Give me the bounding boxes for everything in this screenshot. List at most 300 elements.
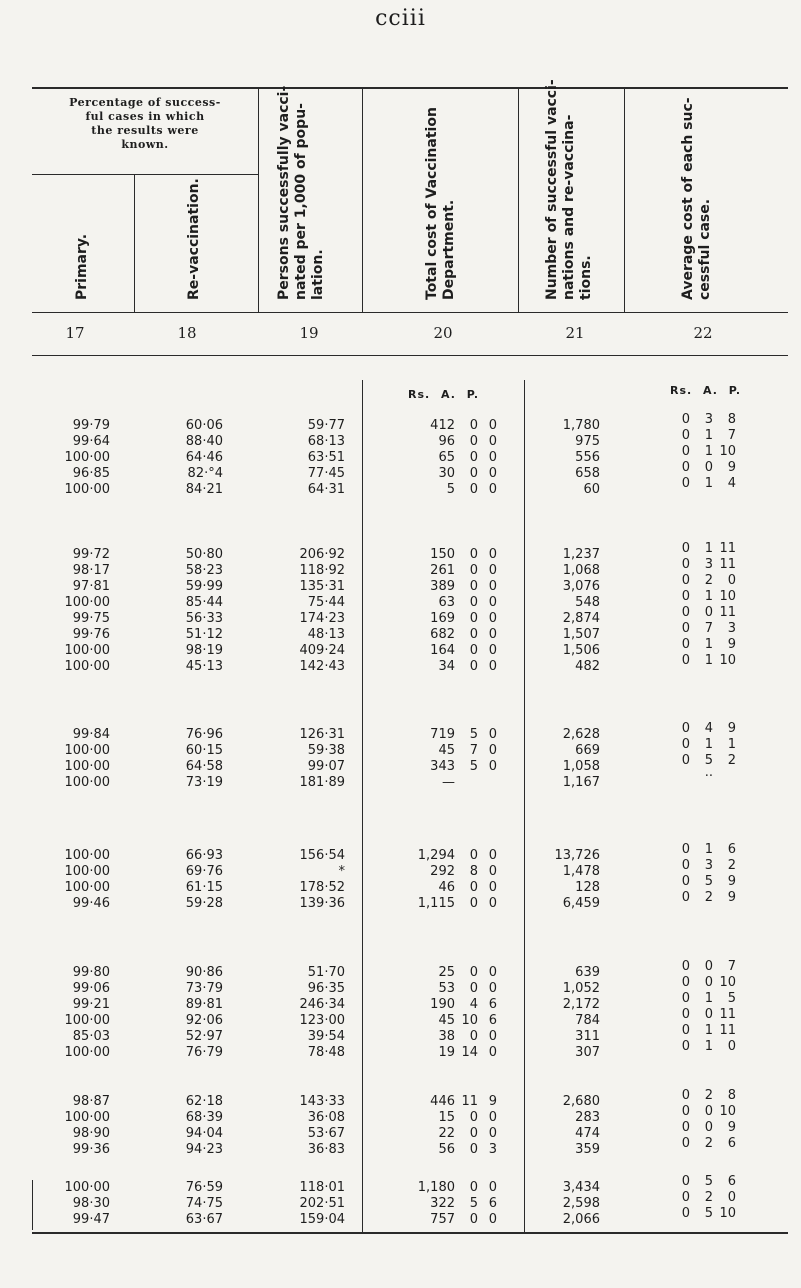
avg-p-cell: 11 (719, 1023, 736, 1038)
cost-a-cell: 0 (469, 595, 478, 610)
persons-cell: 246·34 (299, 997, 345, 1012)
avg-p-cell: 6 (727, 1174, 736, 1189)
cost-rs-cell: 34 (438, 659, 455, 674)
avg-p-cell: 4 (727, 476, 736, 491)
persons-cell: 99·07 (307, 759, 345, 774)
revaccination-cell: 64·46 (185, 450, 223, 465)
avg-rs-cell: 0 (681, 1190, 690, 1205)
avg-p-cell: 2 (727, 858, 736, 873)
cost-a-head: A. (441, 388, 456, 401)
avg-rs-cell: 0 (681, 975, 690, 990)
cost-p-cell: 0 (488, 563, 497, 578)
avg-rs-cell: 0 (681, 1007, 690, 1022)
persons-cell: 202·51 (299, 1196, 345, 1211)
revaccination-cell: 64·58 (185, 759, 223, 774)
cost-p-cell: 0 (488, 627, 497, 642)
avg-p-cell: 10 (719, 653, 736, 668)
persons-cell: 96·35 (307, 981, 345, 996)
revaccination-cell: 61·15 (185, 880, 223, 895)
avg-a-cell: 1 (704, 589, 713, 604)
avg-a-cell: 5 (704, 753, 713, 768)
avg-p-cell: 11 (719, 605, 736, 620)
cost-a-cell: 0 (469, 965, 478, 980)
avg-rs-cell: 0 (681, 653, 690, 668)
header-number-line-2: nations and re-vaccina- (561, 114, 577, 300)
number-cell: 307 (575, 1045, 600, 1060)
cost-p-cell: 0 (488, 1180, 497, 1195)
number-cell: 784 (575, 1013, 600, 1028)
revaccination-cell: 60·15 (185, 743, 223, 758)
cost-p-cell: 6 (488, 1013, 497, 1028)
cost-p-head: P. (466, 388, 480, 401)
cost-a-cell: 0 (469, 547, 478, 562)
cost-rs-cell: 322 (430, 1196, 455, 1211)
persons-cell: 118·01 (299, 1180, 345, 1195)
avg-a-cell: 1 (704, 1023, 713, 1038)
cost-a-cell: 10 (461, 1013, 478, 1028)
number-cell: 2,598 (562, 1196, 600, 1211)
avg-rs-cell: 0 (681, 842, 690, 857)
revaccination-cell: 90·86 (185, 965, 223, 980)
cost-p-cell: 0 (488, 743, 497, 758)
persons-cell: * (338, 864, 345, 879)
primary-cell: 100·00 (64, 759, 110, 774)
avg-rs-cell: 0 (681, 991, 690, 1006)
avg-rs-cell: 0 (681, 637, 690, 652)
primary-cell: 100·00 (64, 659, 110, 674)
primary-cell: 100·00 (64, 643, 110, 658)
avg-p-cell: 8 (727, 412, 736, 427)
group-title-line-1: Percentage of success- (69, 96, 221, 109)
primary-cell: 97·81 (72, 579, 110, 594)
cost-rs-cell: 412 (430, 418, 455, 433)
cost-p-cell: 0 (488, 579, 497, 594)
cost-rs-cell: 1,294 (417, 848, 455, 863)
avg-p-cell: 0 (727, 1039, 736, 1054)
cost-rs-cell: 46 (438, 880, 455, 895)
cost-a-cell: 0 (469, 1142, 478, 1157)
cost-a-cell: 7 (469, 743, 478, 758)
cost-p-cell: 3 (488, 1142, 497, 1157)
cost-p-cell: 0 (488, 864, 497, 879)
avg-a-cell: ·· (704, 769, 713, 784)
avg-rs-cell: 0 (681, 460, 690, 475)
cost-a-cell: 0 (469, 1110, 478, 1125)
number-cell: 3,076 (562, 579, 600, 594)
persons-cell: 143·33 (299, 1094, 345, 1109)
number-cell: 1,068 (562, 563, 600, 578)
primary-cell: 99·80 (72, 965, 110, 980)
revaccination-cell: 84·21 (185, 482, 223, 497)
primary-cell: 85·03 (72, 1029, 110, 1044)
avg-a-cell: 0 (704, 975, 713, 990)
primary-cell: 100·00 (64, 450, 110, 465)
cost-rs-cell: 292 (430, 864, 455, 879)
persons-cell: 63·51 (307, 450, 345, 465)
persons-cell: 53·67 (307, 1126, 345, 1141)
cost-a-cell: 0 (469, 482, 478, 497)
revaccination-cell: 94·04 (185, 1126, 223, 1141)
header-primary: Primary. (74, 233, 90, 300)
cost-p-cell: 0 (488, 1110, 497, 1125)
primary-cell: 98·87 (72, 1094, 110, 1109)
primary-cell: 99·75 (72, 611, 110, 626)
number-cell: 2,066 (562, 1212, 600, 1227)
revaccination-cell: 59·28 (185, 896, 223, 911)
revaccination-cell: 73·79 (185, 981, 223, 996)
header-bottom-rule (32, 312, 788, 313)
revaccination-cell: 82·°4 (187, 466, 223, 481)
cost-rs-cell: 169 (430, 611, 455, 626)
persons-cell: 36·83 (307, 1142, 345, 1157)
revaccination-cell: 74·75 (185, 1196, 223, 1211)
persons-cell: 59·38 (307, 743, 345, 758)
persons-cell: 178·52 (299, 880, 345, 895)
revaccination-cell: 73·19 (185, 775, 223, 790)
avg-a-cell: 2 (704, 890, 713, 905)
cost-a-cell: 5 (469, 1196, 478, 1211)
avg-a-cell: 2 (704, 1190, 713, 1205)
revaccination-cell: 76·59 (185, 1180, 223, 1195)
persons-cell: 159·04 (299, 1212, 345, 1227)
avg-p-cell: 9 (727, 460, 736, 475)
avg-a-cell: 1 (704, 737, 713, 752)
primary-cell: 99·06 (72, 981, 110, 996)
avg-p-cell: 1 (727, 737, 736, 752)
cost-p-cell: 6 (488, 1196, 497, 1211)
avg-rs-cell: 0 (681, 412, 690, 427)
persons-cell: 68·13 (307, 434, 345, 449)
page-number: cciii (375, 6, 426, 31)
cost-a-cell: 4 (469, 997, 478, 1012)
primary-cell: 100·00 (64, 1180, 110, 1195)
cost-p-cell: 0 (488, 611, 497, 626)
primary-cell: 99·84 (72, 727, 110, 742)
cost-rs-cell: 53 (438, 981, 455, 996)
cost-a-cell: 5 (469, 727, 478, 742)
persons-cell: 78·48 (307, 1045, 345, 1060)
revaccination-cell: 58·23 (185, 563, 223, 578)
persons-cell: 206·92 (299, 547, 345, 562)
avg-a-cell: 1 (704, 1039, 713, 1054)
avg-p-cell: 9 (727, 721, 736, 736)
cost-currency-head (408, 388, 518, 401)
cost-p-cell: 0 (488, 1126, 497, 1141)
body-divider-cost (362, 380, 363, 1232)
group-title-line-3: the results were (91, 124, 199, 137)
cost-rs-cell: 343 (430, 759, 455, 774)
cost-a-cell: 0 (469, 659, 478, 674)
revaccination-cell: 50·80 (185, 547, 223, 562)
cost-a-cell: 0 (469, 579, 478, 594)
cost-a-cell: 0 (469, 611, 478, 626)
revaccination-cell: 66·93 (185, 848, 223, 863)
cost-p-cell: 0 (488, 450, 497, 465)
number-cell: 1,478 (562, 864, 600, 879)
persons-cell: 39·54 (307, 1029, 345, 1044)
primary-cell: 99·36 (72, 1142, 110, 1157)
column-number-18: 18 (177, 324, 197, 342)
cost-a-cell: 0 (469, 563, 478, 578)
persons-cell: 142·43 (299, 659, 345, 674)
avg-a-cell: 1 (704, 428, 713, 443)
avg-a-cell: 1 (704, 541, 713, 556)
avg-p-cell: 9 (727, 637, 736, 652)
cost-p-cell: 0 (488, 981, 497, 996)
number-cell: 1,507 (562, 627, 600, 642)
header-average (680, 97, 714, 300)
primary-cell: 100·00 (64, 864, 110, 879)
avg-rs-cell: 0 (681, 1174, 690, 1189)
cost-a-cell: 11 (461, 1094, 478, 1109)
number-cell: 1,780 (562, 418, 600, 433)
avg-rs-cell: 0 (681, 874, 690, 889)
primary-cell: 99·21 (72, 997, 110, 1012)
cost-a-cell: 8 (469, 864, 478, 879)
avg-a-cell: 1 (704, 444, 713, 459)
avg-a-cell: 1 (704, 653, 713, 668)
column-divider-1 (134, 175, 135, 312)
group-title-line-2: ful cases in which (85, 110, 205, 123)
cost-rs-cell: 446 (430, 1094, 455, 1109)
persons-cell: 409·24 (299, 643, 345, 658)
cost-p-cell: 0 (488, 727, 497, 742)
number-cell: 482 (575, 659, 600, 674)
header-persons-line-3: lation. (310, 249, 326, 300)
cost-a-cell: 0 (469, 1180, 478, 1195)
number-cell: 556 (575, 450, 600, 465)
primary-cell: 100·00 (64, 595, 110, 610)
persons-cell: 156·54 (299, 848, 345, 863)
group-title-line-4: known. (121, 138, 169, 151)
revaccination-cell: 85·44 (185, 595, 223, 610)
primary-cell: 99·76 (72, 627, 110, 642)
cost-a-cell: 0 (469, 643, 478, 658)
avg-rs-cell: 0 (681, 1136, 690, 1151)
column-number-21: 21 (565, 324, 585, 342)
avg-rs-cell: 0 (681, 444, 690, 459)
header-cost-line-1: Total cost of Vaccination (424, 107, 440, 300)
bottom-rule (32, 1232, 788, 1234)
cost-rs-cell: 389 (430, 579, 455, 594)
avg-p-head: P. (728, 384, 742, 397)
number-cell: 639 (575, 965, 600, 980)
cost-rs-cell: 65 (438, 450, 455, 465)
top-rule (32, 87, 788, 89)
avg-p-cell: 3 (727, 621, 736, 636)
avg-p-cell: 9 (727, 1120, 736, 1135)
avg-rs-cell: 0 (681, 721, 690, 736)
column-number-20: 20 (433, 324, 453, 342)
avg-p-cell: 9 (727, 890, 736, 905)
number-cell: 60 (583, 482, 600, 497)
avg-a-cell: 3 (704, 557, 713, 572)
header-persons-line-2: nated per 1,000 of popu- (293, 103, 309, 300)
avg-rs-cell: 0 (681, 1023, 690, 1038)
avg-p-cell: 5 (727, 991, 736, 1006)
number-cell: 283 (575, 1110, 600, 1125)
cost-a-cell: 0 (469, 466, 478, 481)
avg-rs-cell: 0 (681, 428, 690, 443)
cost-p-cell: 0 (488, 880, 497, 895)
cost-p-cell: 0 (488, 643, 497, 658)
avg-a-cell: 5 (704, 1174, 713, 1189)
cost-p-cell: 0 (488, 1029, 497, 1044)
revaccination-cell: 98·19 (185, 643, 223, 658)
number-cell: 548 (575, 595, 600, 610)
persons-cell: 126·31 (299, 727, 345, 742)
avg-a-cell: 2 (704, 1088, 713, 1103)
cost-a-cell: 0 (469, 880, 478, 895)
avg-a-cell: 0 (704, 605, 713, 620)
avg-p-cell: 10 (719, 1104, 736, 1119)
cost-rs-cell: 164 (430, 643, 455, 658)
avg-a-cell: 0 (704, 959, 713, 974)
revaccination-cell: 68·39 (185, 1110, 223, 1125)
avg-a-head: A. (703, 384, 718, 397)
cost-rs-cell: 56 (438, 1142, 455, 1157)
avg-rs-cell: 0 (681, 890, 690, 905)
column-number-rule (32, 355, 788, 356)
cost-rs-cell: 5 (446, 482, 455, 497)
primary-cell: 100·00 (64, 880, 110, 895)
persons-cell: 77·45 (307, 466, 345, 481)
revaccination-cell: 76·96 (185, 727, 223, 742)
revaccination-cell: 45·13 (185, 659, 223, 674)
avg-p-cell: 0 (727, 573, 736, 588)
number-cell: 2,680 (562, 1094, 600, 1109)
cost-rs-cell: 19 (438, 1045, 455, 1060)
avg-rs-cell: 0 (681, 1104, 690, 1119)
cost-p-cell: 0 (488, 482, 497, 497)
revaccination-cell: 94·23 (185, 1142, 223, 1157)
group-title (34, 96, 256, 152)
avg-a-cell: 0 (704, 1120, 713, 1135)
revaccination-cell: 56·33 (185, 611, 223, 626)
cost-rs-head: Rs. (408, 388, 431, 401)
avg-p-cell: 6 (727, 1136, 736, 1151)
revaccination-cell: 92·06 (185, 1013, 223, 1028)
cost-rs-cell: 1,115 (417, 896, 455, 911)
cost-rs-cell: 45 (438, 743, 455, 758)
avg-p-cell: 10 (719, 589, 736, 604)
avg-p-cell: 7 (727, 959, 736, 974)
number-cell: 6,459 (562, 896, 600, 911)
avg-a-cell: 0 (704, 460, 713, 475)
revaccination-cell: 69·76 (185, 864, 223, 879)
number-cell: 1,506 (562, 643, 600, 658)
persons-cell: 139·36 (299, 896, 345, 911)
number-cell: 1,167 (562, 775, 600, 790)
primary-cell: 96·85 (72, 466, 110, 481)
cost-p-cell: 0 (488, 1045, 497, 1060)
number-cell: 3,434 (562, 1180, 600, 1195)
avg-p-cell: 0 (727, 1190, 736, 1205)
avg-p-cell: 10 (719, 1206, 736, 1221)
cost-p-cell: 0 (488, 896, 497, 911)
cost-p-cell: 6 (488, 997, 497, 1012)
avg-currency-head (670, 384, 780, 397)
number-cell: 13,726 (554, 848, 600, 863)
avg-p-cell: 11 (719, 557, 736, 572)
cost-rs-cell: 45 (438, 1013, 455, 1028)
persons-cell: 64·31 (307, 482, 345, 497)
header-number-line-1: Number of successful vacci- (544, 79, 560, 300)
column-divider-3 (362, 89, 363, 312)
revaccination-cell: 60·06 (185, 418, 223, 433)
avg-a-cell: 5 (704, 874, 713, 889)
cost-p-cell: 0 (488, 659, 497, 674)
header-persons-line-1: Persons successfully vacci- (276, 85, 292, 300)
avg-p-cell: 11 (719, 541, 736, 556)
avg-rs-cell: 0 (681, 589, 690, 604)
primary-cell: 100·00 (64, 482, 110, 497)
cost-p-cell: 0 (488, 848, 497, 863)
revaccination-cell: 76·79 (185, 1045, 223, 1060)
avg-a-cell: 5 (704, 1206, 713, 1221)
avg-a-cell: 3 (704, 412, 713, 427)
cost-a-cell: 0 (469, 1029, 478, 1044)
avg-a-cell: 1 (704, 991, 713, 1006)
number-cell: 311 (575, 1029, 600, 1044)
cost-p-cell: 0 (488, 595, 497, 610)
number-cell: 474 (575, 1126, 600, 1141)
group-header-rule (32, 174, 258, 175)
persons-cell: 59·77 (307, 418, 345, 433)
number-cell: 359 (575, 1142, 600, 1157)
revaccination-cell: 59·99 (185, 579, 223, 594)
cost-rs-cell: 15 (438, 1110, 455, 1125)
avg-rs-cell: 0 (681, 476, 690, 491)
cost-a-cell: 0 (469, 848, 478, 863)
avg-a-cell: 0 (704, 1104, 713, 1119)
cost-a-cell: 0 (469, 1126, 478, 1141)
avg-rs-head: Rs. (670, 384, 693, 397)
primary-cell: 100·00 (64, 775, 110, 790)
revaccination-cell: 89·81 (185, 997, 223, 1012)
persons-cell: 181·89 (299, 775, 345, 790)
revaccination-cell: 63·67 (185, 1212, 223, 1227)
primary-cell: 98·30 (72, 1196, 110, 1211)
header-average-line-2: cessful case. (697, 198, 713, 300)
cost-a-cell: 0 (469, 450, 478, 465)
primary-cell: 99·46 (72, 896, 110, 911)
cost-rs-cell: 1,180 (417, 1180, 455, 1195)
persons-cell: 36·08 (307, 1110, 345, 1125)
persons-cell: 174·23 (299, 611, 345, 626)
cost-rs-cell: 25 (438, 965, 455, 980)
column-divider-4 (518, 89, 519, 312)
column-number-22: 22 (693, 324, 713, 342)
primary-cell: 99·64 (72, 434, 110, 449)
cost-a-cell: 0 (469, 627, 478, 642)
primary-cell: 100·00 (64, 1013, 110, 1028)
persons-cell: 51·70 (307, 965, 345, 980)
cost-rs-cell: 757 (430, 1212, 455, 1227)
cost-rs-cell: 63 (438, 595, 455, 610)
primary-cell: 99·47 (72, 1212, 110, 1227)
cost-p-cell: 0 (488, 965, 497, 980)
number-cell: 975 (575, 434, 600, 449)
header-average-line-1: Average cost of each suc- (680, 97, 696, 300)
avg-rs-cell: 0 (681, 605, 690, 620)
avg-p-cell: 2 (727, 753, 736, 768)
primary-cell: 98·90 (72, 1126, 110, 1141)
avg-rs-cell: 0 (681, 557, 690, 572)
primary-cell: 100·00 (64, 1110, 110, 1125)
cost-a-cell: 14 (461, 1045, 478, 1060)
avg-rs-cell: 0 (681, 858, 690, 873)
